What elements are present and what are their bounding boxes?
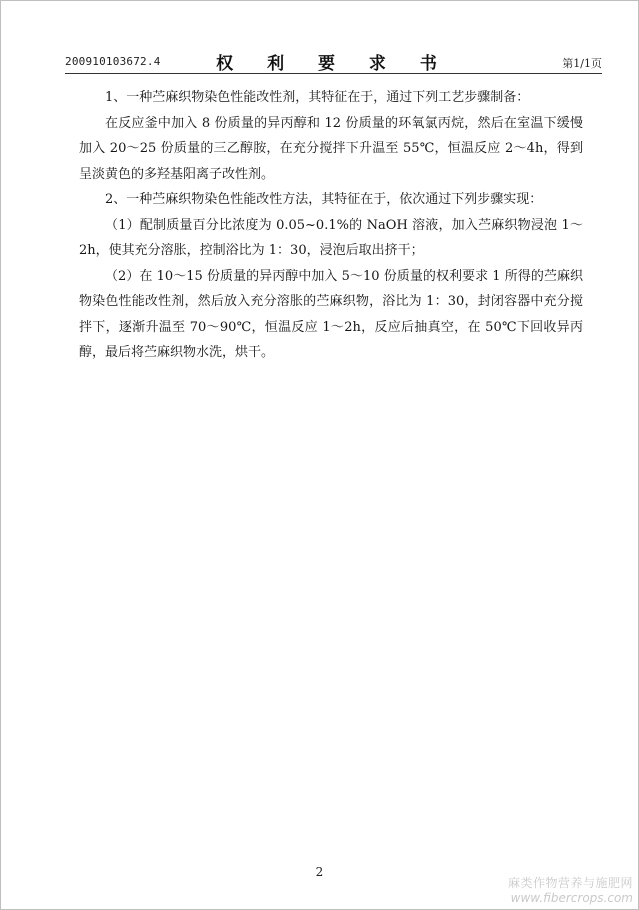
watermark-url: www.fibercrops.com — [510, 891, 633, 905]
claim-1-heading: 1、一种苎麻织物染色性能改性剂，其特征在于，通过下列工艺步骤制备： — [105, 90, 530, 105]
header-divider — [65, 73, 602, 74]
application-number: 200910103672.4 — [65, 55, 161, 68]
claims-body — [79, 85, 583, 366]
claim-1-text: 在反应釜中加入 8 份质量的异丙醇和 12 份质量的环氧氯丙烷，然后在室温下缓慢加入 20～25 份质量的三乙醇胺，在充分搅拌下升温至 55℃，恒温反应 2～4h，得到呈淡黄色的多羟基阳离子改性剂。 — [79, 115, 583, 182]
page-number: 2 — [315, 865, 324, 879]
document-title: 权 利 要 求 书 — [216, 54, 451, 74]
page-header — [65, 39, 602, 75]
site-watermark — [508, 876, 633, 906]
claim-2-heading: 2、一种苎麻织物染色性能改性方法，其特征在于，依次通过下列步骤实现： — [105, 192, 543, 207]
watermark-site-name: 麻类作物营养与施肥网 — [507, 876, 633, 890]
claim-2-step-1: （1）配制质量百分比浓度为 0.05~0.1%的 NaOH 溶液，加入苎麻织物浸泡 1～2h，使其充分溶胀，控制浴比为 1：30，浸泡后取出挤干； — [79, 217, 583, 258]
page-indicator: 第1/1页 — [562, 57, 602, 70]
claim-2-step-2: （2）在 10～15 份质量的异丙醇中加入 5～10 份质量的权利要求 1 所得的苎麻织物染色性能改性剂，然后放入充分溶胀的苎麻织物，浴比为 1：30，封闭容器中充分搅拌下，逐渐升温至 70～90℃，恒温反应 1～2h，反应后抽真空，在 50℃下回收异丙醇，最后将苎麻织物水洗，烘干。 — [79, 268, 583, 360]
